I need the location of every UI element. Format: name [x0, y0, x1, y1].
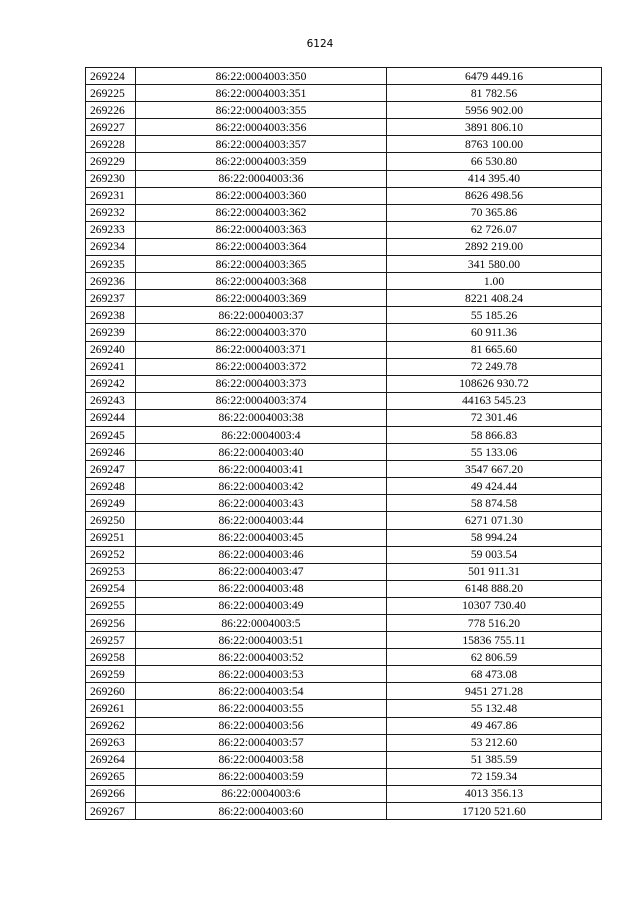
table-row	[86, 597, 602, 614]
row-number-cell: 269225	[86, 85, 136, 102]
cadastral-number-cell: 86:22:0004003:373	[136, 375, 387, 392]
table-row	[86, 666, 602, 683]
cadastral-number-cell: 86:22:0004003:351	[136, 85, 387, 102]
cadastral-value-cell: 55 133.06	[387, 444, 602, 461]
cadastral-number-cell: 86:22:0004003:6	[136, 785, 387, 802]
cadastral-value-cell: 72 249.78	[387, 358, 602, 375]
cadastral-value-cell: 341 580.00	[387, 256, 602, 273]
table-row	[86, 170, 602, 187]
table-row	[86, 187, 602, 204]
row-number-cell: 269267	[86, 803, 136, 820]
cadastral-value-cell: 6148 888.20	[387, 580, 602, 597]
cadastral-value-cell: 58 994.24	[387, 529, 602, 546]
cadastral-value-cell: 53 212.60	[387, 734, 602, 751]
table-row	[86, 734, 602, 751]
cadastral-number-cell: 86:22:0004003:355	[136, 102, 387, 119]
table-row	[86, 529, 602, 546]
cadastral-number-cell: 86:22:0004003:46	[136, 546, 387, 563]
cadastral-value-cell: 81 665.60	[387, 341, 602, 358]
row-number-cell: 269229	[86, 153, 136, 170]
table-row	[86, 426, 602, 443]
cadastral-value-cell: 66 530.80	[387, 153, 602, 170]
row-number-cell: 269256	[86, 615, 136, 632]
table-row	[86, 256, 602, 273]
cadastral-number-cell: 86:22:0004003:51	[136, 632, 387, 649]
row-number-cell: 269263	[86, 734, 136, 751]
cadastral-value-cell: 49 467.86	[387, 717, 602, 734]
row-number-cell: 269231	[86, 187, 136, 204]
cadastral-value-cell: 5956 902.00	[387, 102, 602, 119]
table-row	[86, 563, 602, 580]
cadastral-number-cell: 86:22:0004003:365	[136, 256, 387, 273]
table-row	[86, 273, 602, 290]
cadastral-value-cell: 501 911.31	[387, 563, 602, 580]
cadastral-number-cell: 86:22:0004003:4	[136, 426, 387, 443]
table-row	[86, 68, 602, 85]
cadastral-value-cell: 4013 356.13	[387, 785, 602, 802]
cadastral-value-cell: 60 911.36	[387, 324, 602, 341]
table-row	[86, 204, 602, 221]
cadastral-number-cell: 86:22:0004003:364	[136, 238, 387, 255]
cadastral-number-cell: 86:22:0004003:363	[136, 221, 387, 238]
table-row	[86, 803, 602, 820]
row-number-cell: 269254	[86, 580, 136, 597]
row-number-cell: 269227	[86, 119, 136, 136]
cadastral-value-cell: 8221 408.24	[387, 290, 602, 307]
cadastral-value-cell: 44163 545.23	[387, 392, 602, 409]
cadastral-number-cell: 86:22:0004003:59	[136, 768, 387, 785]
row-number-cell: 269226	[86, 102, 136, 119]
cadastral-number-cell: 86:22:0004003:371	[136, 341, 387, 358]
cadastral-number-cell: 86:22:0004003:37	[136, 307, 387, 324]
row-number-cell: 269238	[86, 307, 136, 324]
row-number-cell: 269235	[86, 256, 136, 273]
table-row	[86, 324, 602, 341]
row-number-cell: 269243	[86, 392, 136, 409]
cadastral-value-cell: 414 395.40	[387, 170, 602, 187]
cadastral-value-table	[85, 67, 602, 820]
table-body	[86, 68, 602, 820]
table-row	[86, 358, 602, 375]
cadastral-number-cell: 86:22:0004003:53	[136, 666, 387, 683]
cadastral-number-cell: 86:22:0004003:52	[136, 649, 387, 666]
table-row	[86, 700, 602, 717]
cadastral-number-cell: 86:22:0004003:47	[136, 563, 387, 580]
cadastral-value-cell: 2892 219.00	[387, 238, 602, 255]
row-number-cell: 269259	[86, 666, 136, 683]
cadastral-number-cell: 86:22:0004003:356	[136, 119, 387, 136]
row-number-cell: 269260	[86, 683, 136, 700]
row-number-cell: 269233	[86, 221, 136, 238]
cadastral-number-cell: 86:22:0004003:5	[136, 615, 387, 632]
cadastral-value-cell: 68 473.08	[387, 666, 602, 683]
cadastral-value-cell: 72 301.46	[387, 409, 602, 426]
cadastral-number-cell: 86:22:0004003:38	[136, 409, 387, 426]
table-row	[86, 290, 602, 307]
cadastral-number-cell: 86:22:0004003:40	[136, 444, 387, 461]
table-row	[86, 768, 602, 785]
row-number-cell: 269249	[86, 495, 136, 512]
table-row	[86, 649, 602, 666]
cadastral-value-cell: 59 003.54	[387, 546, 602, 563]
page-number: 6124	[306, 38, 334, 50]
cadastral-number-cell: 86:22:0004003:350	[136, 68, 387, 85]
cadastral-number-cell: 86:22:0004003:44	[136, 512, 387, 529]
cadastral-number-cell: 86:22:0004003:372	[136, 358, 387, 375]
row-number-cell: 269232	[86, 204, 136, 221]
row-number-cell: 269230	[86, 170, 136, 187]
table-row	[86, 444, 602, 461]
table-row	[86, 751, 602, 768]
cadastral-number-cell: 86:22:0004003:49	[136, 597, 387, 614]
table-row	[86, 580, 602, 597]
cadastral-number-cell: 86:22:0004003:54	[136, 683, 387, 700]
cadastral-number-cell: 86:22:0004003:58	[136, 751, 387, 768]
table-row	[86, 632, 602, 649]
cadastral-value-cell: 9451 271.28	[387, 683, 602, 700]
table-row	[86, 307, 602, 324]
table-row	[86, 512, 602, 529]
row-number-cell: 269240	[86, 341, 136, 358]
table-row	[86, 478, 602, 495]
cadastral-value-cell: 70 365.86	[387, 204, 602, 221]
table-row	[86, 375, 602, 392]
cadastral-number-cell: 86:22:0004003:57	[136, 734, 387, 751]
cadastral-number-cell: 86:22:0004003:357	[136, 136, 387, 153]
cadastral-number-cell: 86:22:0004003:43	[136, 495, 387, 512]
row-number-cell: 269258	[86, 649, 136, 666]
cadastral-value-cell: 10307 730.40	[387, 597, 602, 614]
row-number-cell: 269255	[86, 597, 136, 614]
cadastral-number-cell: 86:22:0004003:36	[136, 170, 387, 187]
cadastral-number-cell: 86:22:0004003:362	[136, 204, 387, 221]
row-number-cell: 269253	[86, 563, 136, 580]
table-row	[86, 461, 602, 478]
row-number-cell: 269248	[86, 478, 136, 495]
row-number-cell: 269252	[86, 546, 136, 563]
row-number-cell: 269261	[86, 700, 136, 717]
cadastral-value-cell: 62 806.59	[387, 649, 602, 666]
cadastral-value-cell: 58 874.58	[387, 495, 602, 512]
row-number-cell: 269236	[86, 273, 136, 290]
cadastral-value-cell: 49 424.44	[387, 478, 602, 495]
row-number-cell: 269239	[86, 324, 136, 341]
row-number-cell: 269264	[86, 751, 136, 768]
row-number-cell: 269245	[86, 426, 136, 443]
cadastral-value-cell: 3891 806.10	[387, 119, 602, 136]
cadastral-value-cell: 58 866.83	[387, 426, 602, 443]
cadastral-value-cell: 8763 100.00	[387, 136, 602, 153]
cadastral-value-cell: 55 132.48	[387, 700, 602, 717]
cadastral-number-cell: 86:22:0004003:42	[136, 478, 387, 495]
row-number-cell: 269228	[86, 136, 136, 153]
row-number-cell: 269244	[86, 409, 136, 426]
cadastral-value-cell: 3547 667.20	[387, 461, 602, 478]
table-row	[86, 785, 602, 802]
table-row	[86, 153, 602, 170]
cadastral-value-cell: 8626 498.56	[387, 187, 602, 204]
cadastral-value-cell: 6479 449.16	[387, 68, 602, 85]
cadastral-value-cell: 72 159.34	[387, 768, 602, 785]
cadastral-number-cell: 86:22:0004003:56	[136, 717, 387, 734]
row-number-cell: 269247	[86, 461, 136, 478]
cadastral-number-cell: 86:22:0004003:41	[136, 461, 387, 478]
cadastral-number-cell: 86:22:0004003:368	[136, 273, 387, 290]
cadastral-value-cell: 51 385.59	[387, 751, 602, 768]
table-row	[86, 221, 602, 238]
cadastral-value-cell: 778 516.20	[387, 615, 602, 632]
row-number-cell: 269257	[86, 632, 136, 649]
cadastral-number-cell: 86:22:0004003:55	[136, 700, 387, 717]
cadastral-value-cell: 108626 930.72	[387, 375, 602, 392]
cadastral-number-cell: 86:22:0004003:360	[136, 187, 387, 204]
cadastral-number-cell: 86:22:0004003:48	[136, 580, 387, 597]
row-number-cell: 269265	[86, 768, 136, 785]
table-row	[86, 341, 602, 358]
table-row	[86, 409, 602, 426]
cadastral-number-cell: 86:22:0004003:370	[136, 324, 387, 341]
table-row	[86, 683, 602, 700]
row-number-cell: 269224	[86, 68, 136, 85]
cadastral-value-cell: 1.00	[387, 273, 602, 290]
row-number-cell: 269266	[86, 785, 136, 802]
cadastral-value-cell: 81 782.56	[387, 85, 602, 102]
cadastral-value-cell: 15836 755.11	[387, 632, 602, 649]
row-number-cell: 269262	[86, 717, 136, 734]
cadastral-number-cell: 86:22:0004003:45	[136, 529, 387, 546]
table-row	[86, 85, 602, 102]
table-row	[86, 495, 602, 512]
row-number-cell: 269246	[86, 444, 136, 461]
table-row	[86, 238, 602, 255]
cadastral-number-cell: 86:22:0004003:369	[136, 290, 387, 307]
cadastral-value-cell: 55 185.26	[387, 307, 602, 324]
cadastral-number-cell: 86:22:0004003:359	[136, 153, 387, 170]
row-number-cell: 269250	[86, 512, 136, 529]
cadastral-number-cell: 86:22:0004003:374	[136, 392, 387, 409]
cadastral-value-cell: 17120 521.60	[387, 803, 602, 820]
row-number-cell: 269251	[86, 529, 136, 546]
row-number-cell: 269237	[86, 290, 136, 307]
table-row	[86, 102, 602, 119]
table-row	[86, 392, 602, 409]
table-row	[86, 717, 602, 734]
cadastral-number-cell: 86:22:0004003:60	[136, 803, 387, 820]
table-row	[86, 136, 602, 153]
table-row	[86, 546, 602, 563]
table-row	[86, 119, 602, 136]
row-number-cell: 269242	[86, 375, 136, 392]
cadastral-value-cell: 6271 071.30	[387, 512, 602, 529]
row-number-cell: 269234	[86, 238, 136, 255]
row-number-cell: 269241	[86, 358, 136, 375]
cadastral-value-cell: 62 726.07	[387, 221, 602, 238]
table-row	[86, 615, 602, 632]
